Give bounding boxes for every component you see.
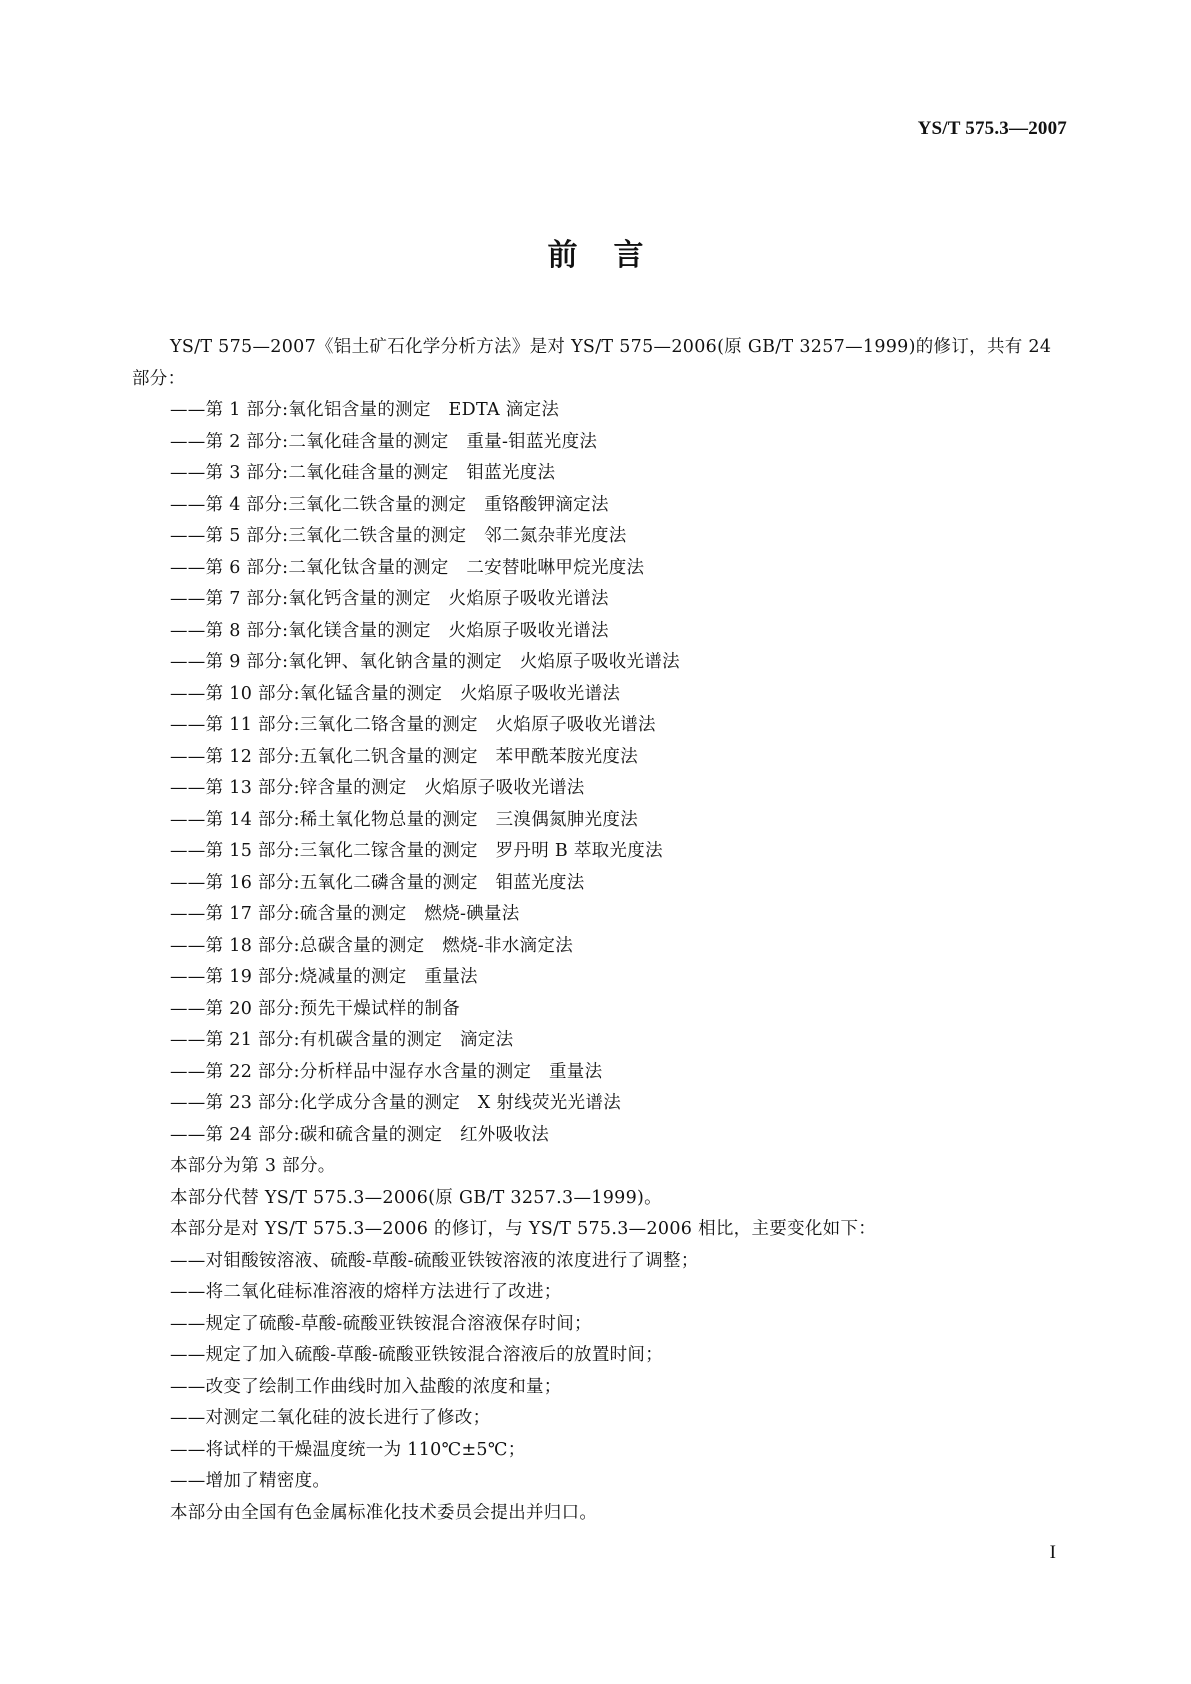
list-item: ——第 24 部分:碳和硫含量的测定 红外吸收法 [170,1124,549,1145]
list-item: ——第 16 部分:五氧化二磷含量的测定 钼蓝光度法 [170,872,585,893]
parts-list [132,395,1068,1151]
list-item: ——第 2 部分:二氧化硅含量的测定 重量-钼蓝光度法 [170,431,598,452]
list-item: ——第 14 部分:稀土氧化物总量的测定 三溴偶氮胂光度法 [170,809,638,830]
list-item: ——对钼酸铵溶液、硫酸-草酸-硫酸亚铁铵溶液的浓度进行了调整； [170,1250,699,1271]
list-item: ——第 11 部分:三氧化二铬含量的测定 火焰原子吸收光谱法 [170,715,656,735]
list-item: ——第 1 部分:氧化铝含量的测定 EDTA 滴定法 [170,400,560,420]
list-item: ——第 13 部分:锌含量的测定 火焰原子吸收光谱法 [170,778,585,798]
page-title: 前言 [547,238,680,273]
list-item: ——第 20 部分:预先干燥试样的制备 [170,998,460,1019]
list-item: ——第 21 部分:有机碳含量的测定 滴定法 [170,1030,514,1050]
list-item: ——第 19 部分:烧减量的测定 重量法 [170,967,478,987]
list-item: ——第 3 部分:二氧化硅含量的测定 钼蓝光度法 [170,463,556,483]
list-item: ——第 10 部分:氧化锰含量的测定 火焰原子吸收光谱法 [170,683,621,704]
list-item: ——对测定二氧化硅的波长进行了修改； [170,1408,491,1428]
changes-list [132,1246,1068,1498]
list-item: ——规定了硫酸-草酸-硫酸亚铁铵混合溶液保存时间； [170,1313,592,1334]
list-item: ——将二氧化硅标准溶液的熔样方法进行了改进； [170,1282,562,1302]
list-item: ——将试样的干燥温度统一为 110℃±5℃； [170,1439,526,1460]
list-item: ——第 18 部分:总碳含量的测定 燃烧-非水滴定法 [170,935,574,956]
intro-paragraph: YS/T 575—2007《铝土矿石化学分析方法》是对 YS/T 575—2006(原 GB/T 3257—1999)的修订，共有 24 部分： [132,337,1052,389]
list-item: ——第 22 部分:分析样品中湿存水含量的测定 重量法 [170,1061,603,1082]
statement-revision: 本部分是对 YS/T 575.3—2006 的修订，与 YS/T 575.3—2006 相比，主要变化如下： [170,1219,877,1239]
document-body [132,332,1068,1529]
list-item: ——第 7 部分:氧化钙含量的测定 火焰原子吸收光谱法 [170,589,609,609]
list-item: ——第 12 部分:五氧化二钒含量的测定 苯甲酰苯胺光度法 [170,746,638,767]
closing-statement: 本部分由全国有色金属标准化技术委员会提出并归口。 [170,1502,598,1523]
statement-part-number: 本部分为第 3 部分。 [170,1156,336,1176]
list-item: ——第 6 部分:二氧化钛含量的测定 二安替吡啉甲烷光度法 [170,557,645,578]
list-item: ——规定了加入硫酸-草酸-硫酸亚铁铵混合溶液后的放置时间； [170,1345,664,1365]
list-item: ——第 23 部分:化学成分含量的测定 X 射线荧光光谱法 [170,1093,622,1113]
list-item: ——增加了精密度。 [170,1471,331,1491]
list-item: ——第 4 部分:三氧化二铁含量的测定 重铬酸钾滴定法 [170,494,609,515]
standard-code: YS/T 575.3—2007 [917,118,1067,139]
list-item: ——第 9 部分:氧化钾、氧化钠含量的测定 火焰原子吸收光谱法 [170,652,680,672]
list-item: ——改变了绘制工作曲线时加入盐酸的浓度和量； [170,1376,562,1397]
list-item: ——第 5 部分:三氧化二铁含量的测定 邻二氮杂菲光度法 [170,526,627,546]
list-item: ——第 8 部分:氧化镁含量的测定 火焰原子吸收光谱法 [170,620,609,641]
page-number: I [1049,1542,1056,1563]
statement-replaces: 本部分代替 YS/T 575.3—2006(原 GB/T 3257.3—1999)。 [170,1187,662,1208]
list-item: ——第 17 部分:硫含量的测定 燃烧-碘量法 [170,904,520,924]
list-item: ——第 15 部分:三氧化二镓含量的测定 罗丹明 B 萃取光度法 [170,841,663,861]
